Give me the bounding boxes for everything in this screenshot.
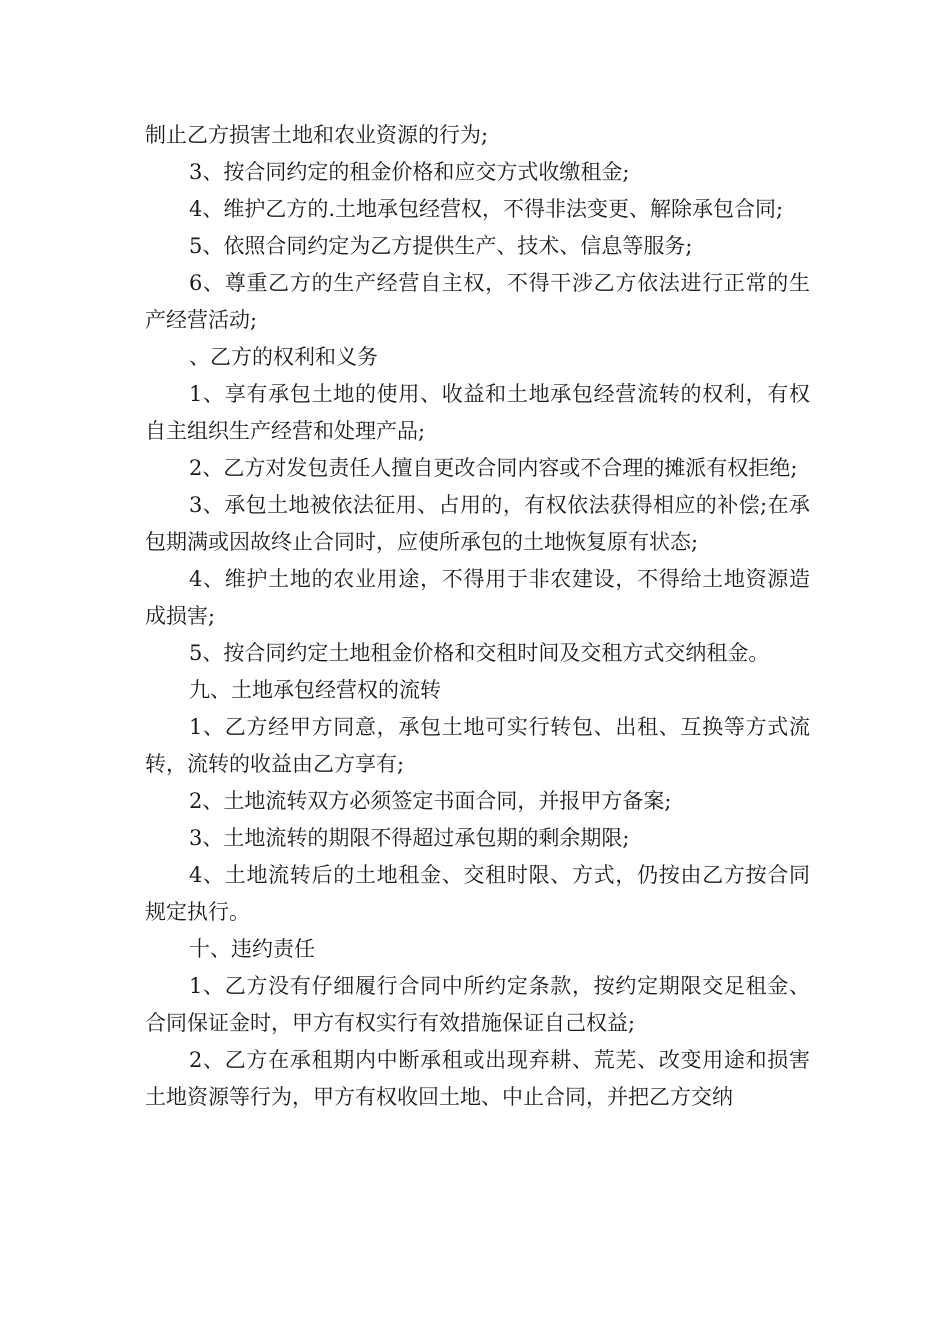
paragraph: 3、承包土地被依法征用、占用的，有权依法获得相应的补偿;在承包期满或因故终止合同时，应使所承包的土地恢复原有状态;	[145, 493, 810, 554]
paragraph: 5、按合同约定土地租金价格和交租时间及交租方式交纳租金。	[189, 641, 770, 665]
paragraph: 制止乙方损害土地和农业资源的行为;	[145, 123, 489, 147]
paragraph: 2、乙方对发包责任人擅自更改合同内容或不合理的摊派有权拒绝;	[189, 456, 798, 480]
paragraph: 4、维护土地的农业用途，不得用于非农建设，不得给土地资源造成损害;	[145, 567, 810, 628]
document-body	[145, 117, 810, 1116]
section-heading: 九、土地承包经营权的流转	[189, 678, 441, 702]
paragraph: 1、享有承包土地的使用、收益和土地承包经营流转的权利，有权自主组织生产经营和处理产品;	[145, 382, 810, 443]
paragraph: 4、维护乙方的.土地承包经营权，不得非法变更、解除承包合同;	[189, 197, 784, 221]
paragraph: 2、土地流转双方必须签定书面合同，并报甲方备案;	[189, 789, 672, 813]
paragraph: 3、土地流转的期限不得超过承包期的剩余期限;	[189, 826, 630, 850]
paragraph: 3、按合同约定的租金价格和应交方式收缴租金;	[189, 160, 630, 184]
section-heading: 、乙方的权利和义务	[189, 345, 378, 369]
paragraph: 6、尊重乙方的生产经营自主权，不得干涉乙方依法进行正常的生产经营活动;	[145, 271, 810, 332]
paragraph: 5、依照合同约定为乙方提供生产、技术、信息等服务;	[189, 234, 693, 258]
paragraph: 1、乙方经甲方同意，承包土地可实行转包、出租、互换等方式流转，流转的收益由乙方享有;	[145, 715, 810, 776]
paragraph: 4、土地流转后的土地租金、交租时限、方式，仍按由乙方按合同规定执行。	[145, 863, 810, 924]
paragraph: 1、乙方没有仔细履行合同中所约定条款，按约定期限交足租金、合同保证金时，甲方有权实行有效措施保证自己权益;	[145, 974, 810, 1035]
paragraph: 2、乙方在承租期内中断承租或出现弃耕、荒芜、改变用途和损害土地资源等行为，甲方有权收回土地、中止合同，并把乙方交纳	[145, 1048, 810, 1109]
section-heading: 十、违约责任	[189, 937, 315, 961]
